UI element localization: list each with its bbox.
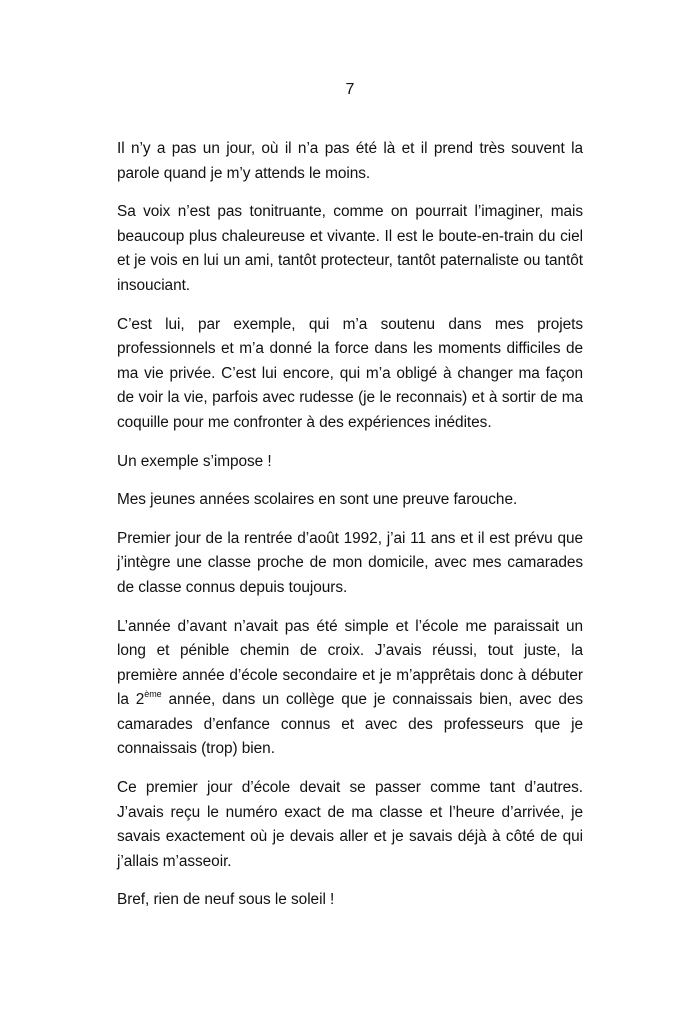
paragraph-6: Premier jour de la rentrée d’août 1992, j’ai 11 ans et il est prévu que j’intègre une classe proche de mon domicile, avec mes camarades de classe connus depuis toujours. [117,529,583,596]
page-number: 7 [345,81,355,98]
paragraph-5: Mes jeunes années scolaires en sont une preuve farouche. [117,491,518,509]
ordinal-suffix: ème [144,689,162,700]
paragraph-3: C’est lui, par exemple, qui m’a soutenu dans mes projets professionnels et m’a donné la force dans les moments difficiles de ma vie privée. C’est lui encore, qui m’a obligé à changer ma façon de voir la vie, parfois avec rudesse (je le reconnais) et à sortir de ma coquille pour me confronter à des expériences inédites. [117,315,583,431]
paragraph-9: Bref, rien de neuf sous le soleil ! [117,891,335,909]
paragraph-7-start: L’année d’avant n’avait pas été simple et l’école me paraissait un long et pénible chemin de croix. J’avais réussi, tout juste, la première année d’école secondaire et je m’apprêtais donc à débuter la 2 [117,617,583,709]
body-text [117,137,583,927]
paragraph-4: Un exemple s’impose ! [117,452,272,470]
paragraph-2: Sa voix n’est pas tonitruante, comme on pourrait l’imaginer, mais beaucoup plus chaleureuse et vivante. Il est le boute-en-train du ciel et je vois en lui un ami, tantôt protecteur, tantôt paternaliste ou tantôt insouciant. [117,203,583,294]
paragraph-7 [117,615,583,763]
paragraph-8: Ce premier jour d’école devait se passer comme tant d’autres. J’avais reçu le numéro exact de ma classe et l’heure d’arrivée, je savais exactement où je devais aller et je savais déjà à côté de qui j’allais m’asseoir. [117,779,583,870]
paragraph-7-end: année, dans un collège que je connaissais bien, avec des camarades d’enfance connus et avec des professeurs que je connaissais (trop) bien. [117,691,583,758]
paragraph-1: Il n’y a pas un jour, où il n’a pas été là et il prend très souvent la parole quand je m’y attends le moins. [117,140,583,182]
